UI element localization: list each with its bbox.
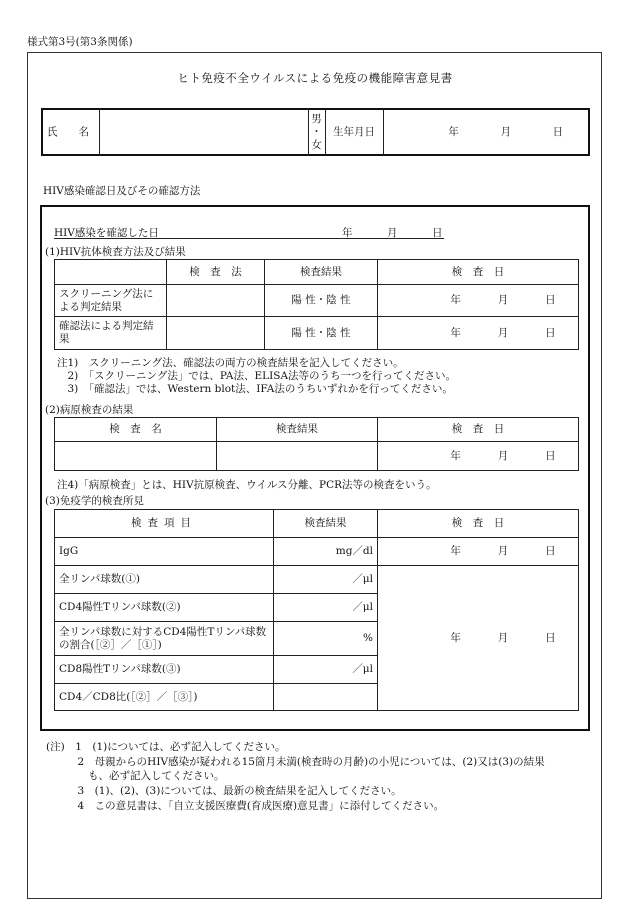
cd4-count-label: CD4陽性Tリンパ球数(②) <box>55 594 274 622</box>
day-label: 日 <box>545 294 556 307</box>
month-label: 月 <box>497 294 509 307</box>
immunology-header-result: 検査結果 <box>274 510 378 538</box>
footer-note: 4 この意見書は、「自立支援医療費(育成医療)意見書」に添付してください。 <box>46 800 445 812</box>
total-lymphocyte-result-field[interactable]: ／μl <box>274 566 378 594</box>
igg-label: IgG <box>55 538 274 566</box>
name-field[interactable] <box>99 109 308 155</box>
confirmation-date-field[interactable] <box>378 317 579 350</box>
antibody-heading: (1)HIV抗体検査方法及び結果 <box>45 246 186 258</box>
immunology-date-field[interactable] <box>378 566 579 711</box>
footer-note: (注) 1 (1)については、必ず記入してください。 <box>46 741 286 753</box>
day-label: 日 <box>545 631 556 644</box>
dob-label: 生年月日 <box>325 109 383 155</box>
pathogen-table <box>54 417 579 471</box>
antibody-table <box>54 259 579 350</box>
form-label: 様式第3号(第3条関係) <box>27 36 133 48</box>
screening-label: スクリーニング法による判定結果 <box>55 285 167 317</box>
immunology-header-item: 検査項目 <box>55 510 274 538</box>
pathogen-header-date: 検 査 日 <box>378 418 579 442</box>
pathogen-header-name: 検 査 名 <box>55 418 217 442</box>
day-label: 日 <box>552 125 564 138</box>
confirm-date-label: HIV感染を確認した日 <box>54 227 159 239</box>
antibody-header-method: 検 査 法 <box>167 260 265 285</box>
pathogen-name-field[interactable] <box>55 442 217 471</box>
confirmation-label: 確認法による判定結果 <box>55 317 167 350</box>
immunology-header-date: 検 査 日 <box>378 510 579 538</box>
pathogen-heading: (2)病原検査の結果 <box>45 404 134 416</box>
confirmation-result[interactable]: 陽 性・陰 性 <box>265 317 378 350</box>
sex-field[interactable]: 男 ・ 女 <box>308 109 325 155</box>
pathogen-note: 注4)「病原検査」とは、HIV抗原検査、ウイルス分離、PCR法等の検査をいう。 <box>57 479 437 491</box>
year-label: 年 <box>450 326 461 339</box>
month-label: 月 <box>497 545 509 558</box>
day-label: 日 <box>545 449 556 462</box>
cd4-ratio-result-field[interactable]: % <box>274 622 378 656</box>
cd4-ratio-label: 全リンパ球数に対するCD4陽性Tリンパ球数の割合(［②］／［①］) <box>55 622 274 656</box>
total-lymphocyte-label: 全リンパ球数(①) <box>55 566 274 594</box>
pathogen-result-field[interactable] <box>217 442 378 471</box>
month-label: 月 <box>497 631 509 644</box>
name-label: 氏 名 <box>42 109 99 155</box>
immunology-heading: (3)免疫学的検査所見 <box>45 495 144 507</box>
year-label: 年 <box>450 294 461 307</box>
antibody-header-result: 検査結果 <box>265 260 378 285</box>
confirmation-method-field[interactable] <box>167 317 265 350</box>
cd4-cd8-ratio-result-field[interactable] <box>274 684 378 711</box>
footer-note: も、必ず記入してください。 <box>46 770 225 782</box>
immunology-table <box>54 509 579 711</box>
pathogen-date-field[interactable] <box>378 442 579 471</box>
day-label: 日 <box>545 326 556 339</box>
screening-result[interactable]: 陽 性・陰 性 <box>265 285 378 317</box>
igg-result-field[interactable]: mg／dl <box>274 538 378 566</box>
year-label: 年 <box>448 125 459 138</box>
cd8-count-result-field[interactable]: ／μl <box>274 656 378 684</box>
pathogen-header-result: 検査結果 <box>217 418 378 442</box>
year-label: 年 <box>450 449 461 462</box>
footer-note: 3 (1)、(2)、(3)については、最新の検査結果を記入してください。 <box>46 785 402 797</box>
antibody-note: 注1) スクリーニング法、確認法の両方の検査結果を記入してください。 <box>57 357 404 369</box>
antibody-header-date: 検 査 日 <box>378 260 579 285</box>
year-label: 年 <box>450 545 461 558</box>
antibody-note: 3) 「確認法」では、Western blot法、IFA法のうちいずれかを行ってください。 <box>57 383 453 395</box>
dob-field[interactable] <box>383 109 589 155</box>
year-label: 年 <box>450 631 461 644</box>
infection-heading: HIV感染確認日及びその確認方法 <box>43 185 201 197</box>
cd4-cd8-ratio-label: CD4／CD8比(［②］／［③］) <box>55 684 274 711</box>
confirm-year: 年 <box>342 227 353 239</box>
cd4-count-result-field[interactable]: ／μl <box>274 594 378 622</box>
patient-table <box>41 108 590 156</box>
confirm-date-line[interactable] <box>54 225 444 239</box>
antibody-header-blank <box>55 260 167 285</box>
month-label: 月 <box>500 125 511 138</box>
screening-date-field[interactable] <box>378 285 579 317</box>
screening-method-field[interactable] <box>167 285 265 317</box>
page-title: ヒト免疫不全ウイルスによる免疫の機能障害意見書 <box>177 71 453 85</box>
cd8-count-label: CD8陽性Tリンパ球数(③) <box>55 656 274 684</box>
month-label: 月 <box>497 449 509 462</box>
confirm-day: 日 <box>432 227 443 239</box>
igg-date-field[interactable] <box>378 538 579 566</box>
antibody-note: 2) 「スクリーニング法」では、PA法、ELISA法等のうち一つを行ってください。 <box>57 370 457 382</box>
month-label: 月 <box>497 326 509 339</box>
confirm-month: 月 <box>387 227 398 239</box>
day-label: 日 <box>545 545 556 558</box>
footer-note: 2 母親からのHIV感染が疑われる15箇月未満(検査時の月齢)の小児については、(2)又は(3)の結果 <box>46 756 545 768</box>
